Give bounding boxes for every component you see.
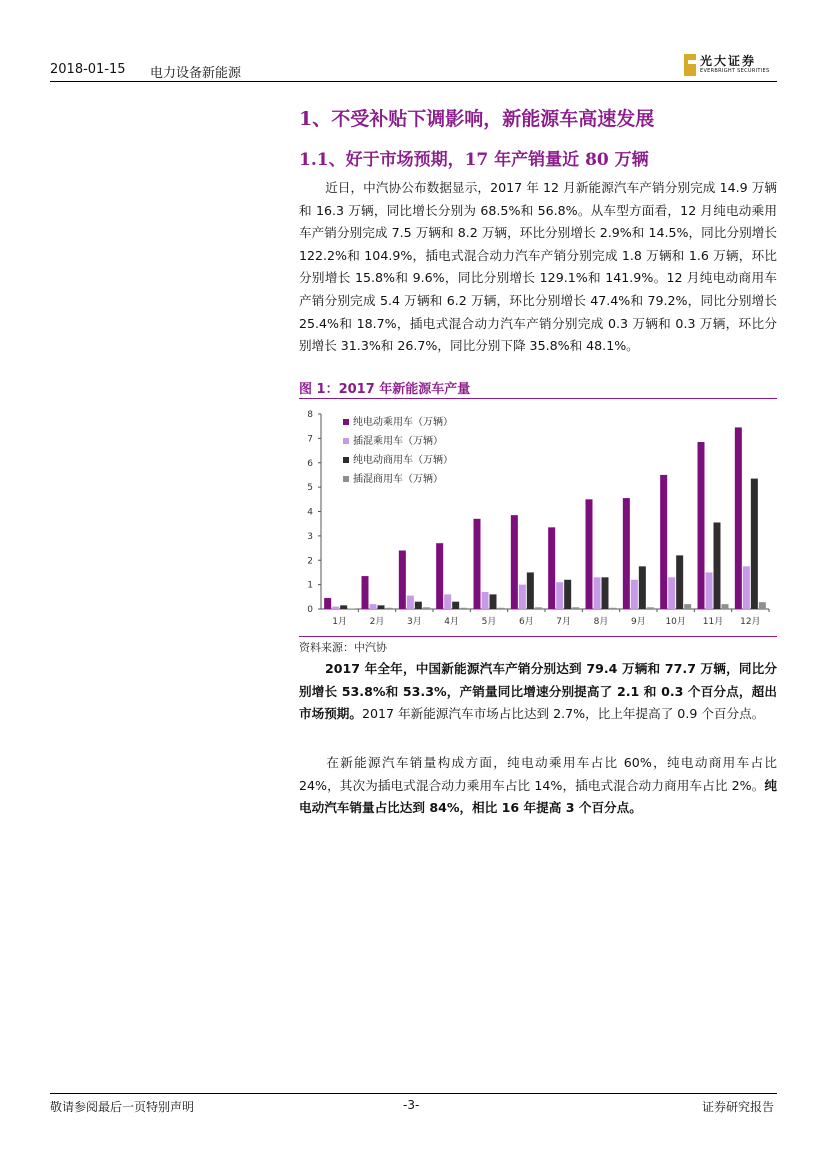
x-tick-label: 12月 bbox=[740, 617, 761, 627]
subsection-heading: 1.1、好于市场预期，17 年产销量近 80 万辆 bbox=[299, 150, 649, 170]
y-tick-label: 3 bbox=[307, 531, 313, 542]
bar bbox=[668, 577, 675, 609]
figure-bottom-rule bbox=[299, 636, 777, 637]
y-tick-label: 1 bbox=[307, 580, 313, 591]
bar bbox=[548, 527, 555, 609]
y-tick-label: 5 bbox=[307, 483, 313, 494]
bar bbox=[602, 577, 609, 609]
bar bbox=[348, 609, 355, 610]
report-date: 2018-01-15 bbox=[50, 62, 126, 77]
x-tick-label: 1月 bbox=[332, 617, 348, 627]
bar bbox=[370, 604, 377, 609]
x-tick-label: 6月 bbox=[518, 617, 534, 627]
bar bbox=[511, 515, 518, 609]
legend-swatch bbox=[343, 476, 349, 482]
paragraph-monthly-data bbox=[299, 177, 777, 358]
bar-chart bbox=[299, 400, 777, 635]
y-tick-label: 2 bbox=[307, 556, 313, 567]
bar bbox=[556, 582, 563, 609]
bar bbox=[706, 572, 713, 609]
legend-swatch bbox=[343, 438, 349, 444]
bar bbox=[519, 585, 526, 609]
y-tick-label: 0 bbox=[307, 605, 313, 615]
bar bbox=[490, 594, 497, 609]
bar bbox=[460, 608, 467, 609]
logo-text-en: EVERBRIGHT SECURITIES bbox=[700, 68, 770, 74]
legend-label: 插混商用车（万辆） bbox=[353, 474, 443, 485]
x-tick-label: 2月 bbox=[369, 617, 385, 627]
bar bbox=[623, 498, 630, 609]
x-tick-label: 8月 bbox=[593, 617, 609, 627]
company-logo bbox=[684, 52, 779, 78]
x-tick-label: 7月 bbox=[556, 617, 572, 627]
bar bbox=[378, 605, 385, 609]
bar bbox=[386, 608, 393, 609]
x-tick-label: 3月 bbox=[406, 617, 422, 627]
logo-text-cn: 光大证券 bbox=[700, 54, 757, 68]
x-tick-label: 4月 bbox=[444, 617, 460, 627]
x-tick-label: 10月 bbox=[665, 617, 686, 627]
bar bbox=[340, 605, 347, 609]
paragraph-text: 近日，中汽协公布数据显示，2017 年 12 月新能源汽车产销分别完成 14.9 万辆和 16.3 万辆，同比增长分别为 68.5%和 56.8%。从车型方面看，12 月纯电动乘用车产销分别完成 7.5 万辆和 8.2 万辆，环比分别增长 2.9%和 14.5%，同比分别增长 122.2%和 104.9%，插电式混合动力汽车产销分别完成 1.8 万辆和 1.6 万辆，环比分别增长 15.8%和 9.6%，同比分别增长 129.1%和 141.9%。12 月纯电动商用车产销分别完成 5.4 万辆和 6.2 万辆，环比分别增长 47.4%和 79.2%，同比分别增长 25.4%和 18.7%，插电式混合动力汽车产销分别完成 0.3 万辆和 0.3 万辆，环比分别增长 31.3%和 26.7%，同比分别下降 35.8%和 48.1%。 bbox=[299, 180, 777, 354]
legend-label: 纯电动商用车（万辆） bbox=[353, 455, 453, 466]
bar bbox=[660, 475, 667, 609]
section-heading: 1、不受补贴下调影响，新能源车高速发展 bbox=[299, 108, 655, 130]
bar bbox=[751, 479, 758, 609]
bar bbox=[647, 607, 654, 609]
bar bbox=[436, 543, 443, 609]
paragraph-text: 2017 年新能源汽车市场占比达到 2.7%，比上年提高了 0.9 个百分点。 bbox=[361, 706, 765, 722]
bar bbox=[722, 604, 729, 609]
y-tick-label: 8 bbox=[307, 410, 313, 420]
bar bbox=[332, 607, 339, 609]
legend-swatch bbox=[343, 457, 349, 463]
bar bbox=[610, 608, 617, 609]
paragraph-annual-summary bbox=[299, 658, 777, 726]
bar bbox=[527, 572, 534, 609]
logo-mark-icon bbox=[684, 54, 696, 76]
bar bbox=[594, 577, 601, 609]
y-tick-label: 7 bbox=[307, 434, 313, 445]
bar bbox=[399, 551, 406, 610]
bar bbox=[714, 522, 721, 609]
paragraph-sales-mix bbox=[299, 752, 777, 820]
bar bbox=[423, 607, 430, 609]
legend-label: 纯电动乘用车（万辆） bbox=[353, 417, 453, 428]
bar bbox=[535, 607, 542, 609]
figure-top-rule bbox=[299, 398, 777, 399]
bar bbox=[572, 607, 579, 609]
bar bbox=[759, 602, 766, 609]
header-divider bbox=[50, 81, 777, 82]
bar bbox=[586, 499, 593, 609]
bar bbox=[564, 580, 571, 609]
footer-report-type: 证券研究报告 bbox=[702, 1100, 775, 1114]
bar bbox=[362, 576, 369, 609]
bar bbox=[474, 519, 481, 609]
figure-title: 图 1：2017 年新能源车产量 bbox=[299, 382, 471, 397]
bar bbox=[324, 598, 331, 609]
footer-disclaimer: 敬请参阅最后一页特别声明 bbox=[50, 1100, 195, 1114]
bar bbox=[676, 555, 683, 609]
paragraph-bold-text: 纯电动汽车销量占比达到 84%，相比 16 年提高 3 个百分点。 bbox=[299, 777, 777, 816]
paragraph-text: 在新能源汽车销量构成方面，纯电动乘用车占比 60%，纯电动商用车占比 24%，其次为插电式混合动力乘用车占比 14%，插电式混合动力商用车占比 2%。 bbox=[299, 755, 777, 793]
legend-swatch bbox=[343, 419, 349, 425]
bar bbox=[735, 427, 742, 609]
bar bbox=[698, 442, 705, 609]
bar bbox=[639, 566, 646, 609]
bar bbox=[407, 596, 414, 609]
bar bbox=[415, 602, 422, 609]
chart-svg bbox=[299, 400, 777, 635]
x-tick-label: 9月 bbox=[630, 617, 646, 627]
paragraph-bold-text: 2017 年全年，中国新能源汽车产销分别达到 79.4 万辆和 77.7 万辆，同比分别增长 53.8%和 53.3%，产销量同比增速分别提高了 2.1 和 0.3 个百分点，超出市场预期。 bbox=[299, 661, 777, 722]
bar bbox=[631, 580, 638, 609]
bar bbox=[452, 602, 459, 609]
legend-label: 插混乘用车（万辆） bbox=[353, 436, 443, 447]
bar bbox=[444, 594, 451, 609]
y-tick-label: 6 bbox=[307, 458, 313, 469]
report-sector: 电力设备新能源 bbox=[150, 66, 242, 81]
bar bbox=[498, 608, 505, 609]
page-number: -3- bbox=[403, 1098, 420, 1112]
bar bbox=[743, 566, 750, 609]
y-tick-label: 4 bbox=[307, 507, 313, 518]
bar bbox=[482, 592, 489, 609]
x-tick-label: 5月 bbox=[481, 617, 497, 627]
x-tick-label: 11月 bbox=[702, 617, 724, 627]
bar bbox=[684, 604, 691, 609]
figure-source: 资料来源：中汽协 bbox=[299, 641, 387, 654]
footer-divider bbox=[50, 1093, 777, 1094]
